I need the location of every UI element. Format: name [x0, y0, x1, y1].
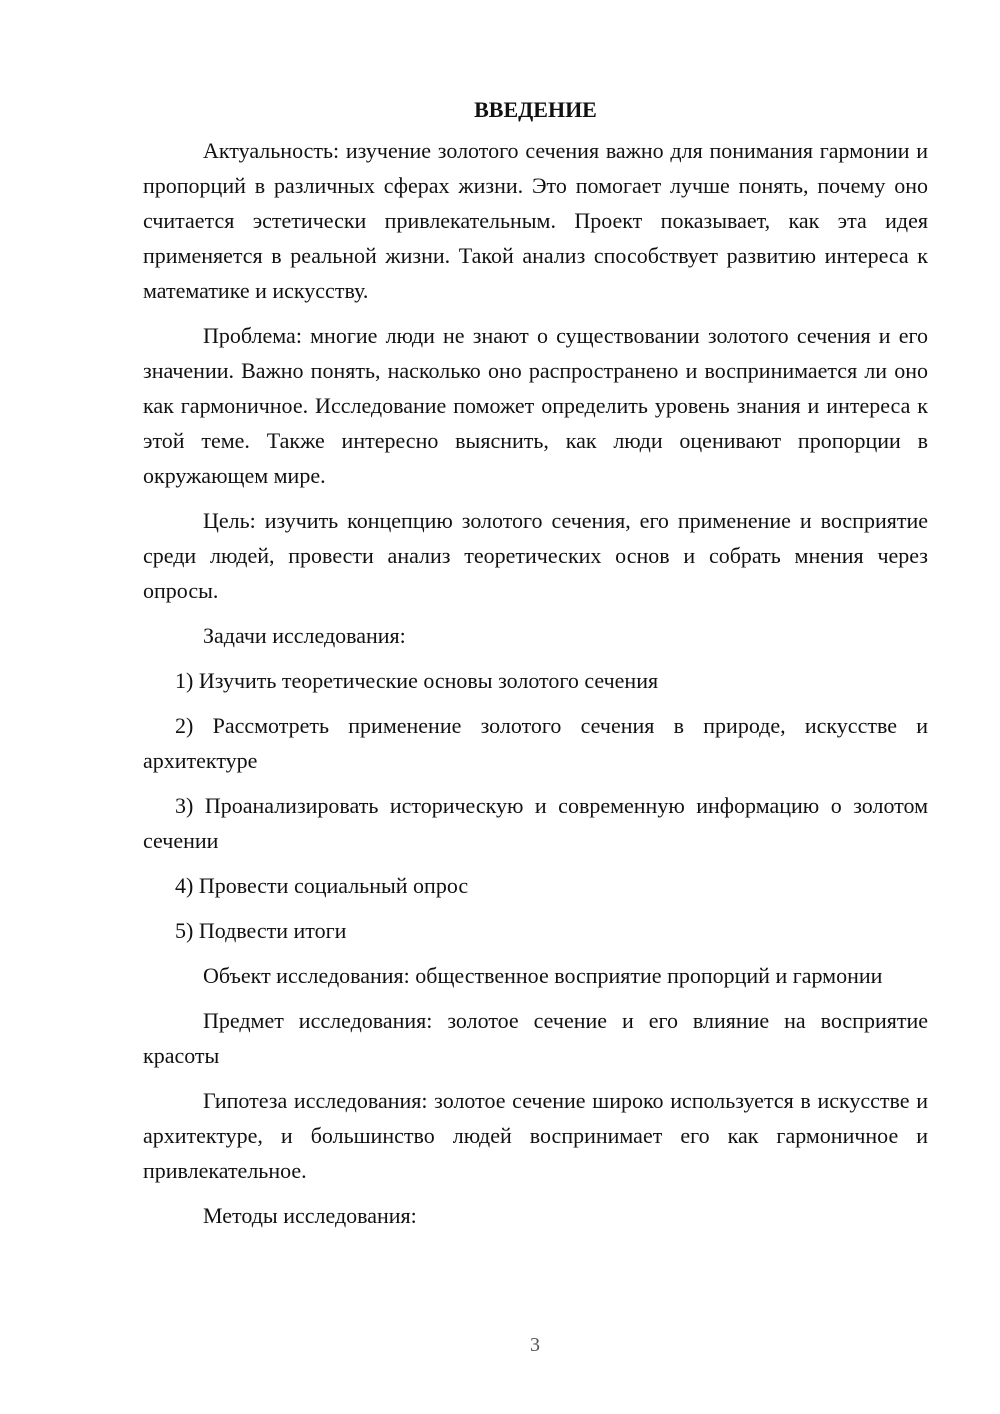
paragraph-problem: Проблема: многие люди не знают о существовании золотого сечения и его значении. Важно понять, насколько оно распространено и воспринимается ли оно как гармоничное. Исследование поможет определить уровень знания и интереса к этой теме. Также интересно выяснить, как люди оценивают пропорции в окружающем мире.	[143, 323, 928, 488]
paragraph-subject: Предмет исследования: золотое сечение и его влияние на восприятие красоты	[143, 1008, 928, 1068]
page-number: 3	[530, 1334, 540, 1356]
task-item-4: 4) Провести социальный опрос	[175, 873, 469, 898]
page-title: ВВЕДЕНИЕ	[474, 97, 597, 122]
task-item-5: 5) Подвести итоги	[175, 918, 347, 943]
document-page	[143, 95, 928, 1243]
task-item-1: 1) Изучить теоретические основы золотого сечения	[175, 668, 659, 693]
paragraph-goal: Цель: изучить концепцию золотого сечения, его применение и восприятие среди людей, провести анализ теоретических основ и собрать мнения через опросы.	[143, 508, 928, 603]
task-item-3: 3) Проанализировать историческую и современную информацию о золотом сечении	[143, 793, 928, 853]
paragraph-tasks-heading: Задачи исследования:	[203, 623, 406, 648]
paragraph-hypothesis: Гипотеза исследования: золотое сечение широко используется в искусстве и архитектуре, и большинство людей воспринимает его как гармоничное и привлекательное.	[143, 1088, 928, 1183]
paragraph-object: Объект исследования: общественное восприятие пропорций и гармонии	[203, 963, 883, 988]
task-item-2: 2) Рассмотреть применение золотого сечения в природе, искусстве и архитектуре	[143, 713, 928, 773]
paragraph-relevance: Актуальность: изучение золотого сечения важно для понимания гармонии и пропорций в различных сферах жизни. Это помогает лучше понять, почему оно считается эстетически привлекательным. Проект показывает, как эта идея применяется в реальной жизни. Такой анализ способствует развитию интереса к математике и искусству.	[143, 138, 928, 303]
paragraph-methods: Методы исследования:	[203, 1203, 417, 1228]
